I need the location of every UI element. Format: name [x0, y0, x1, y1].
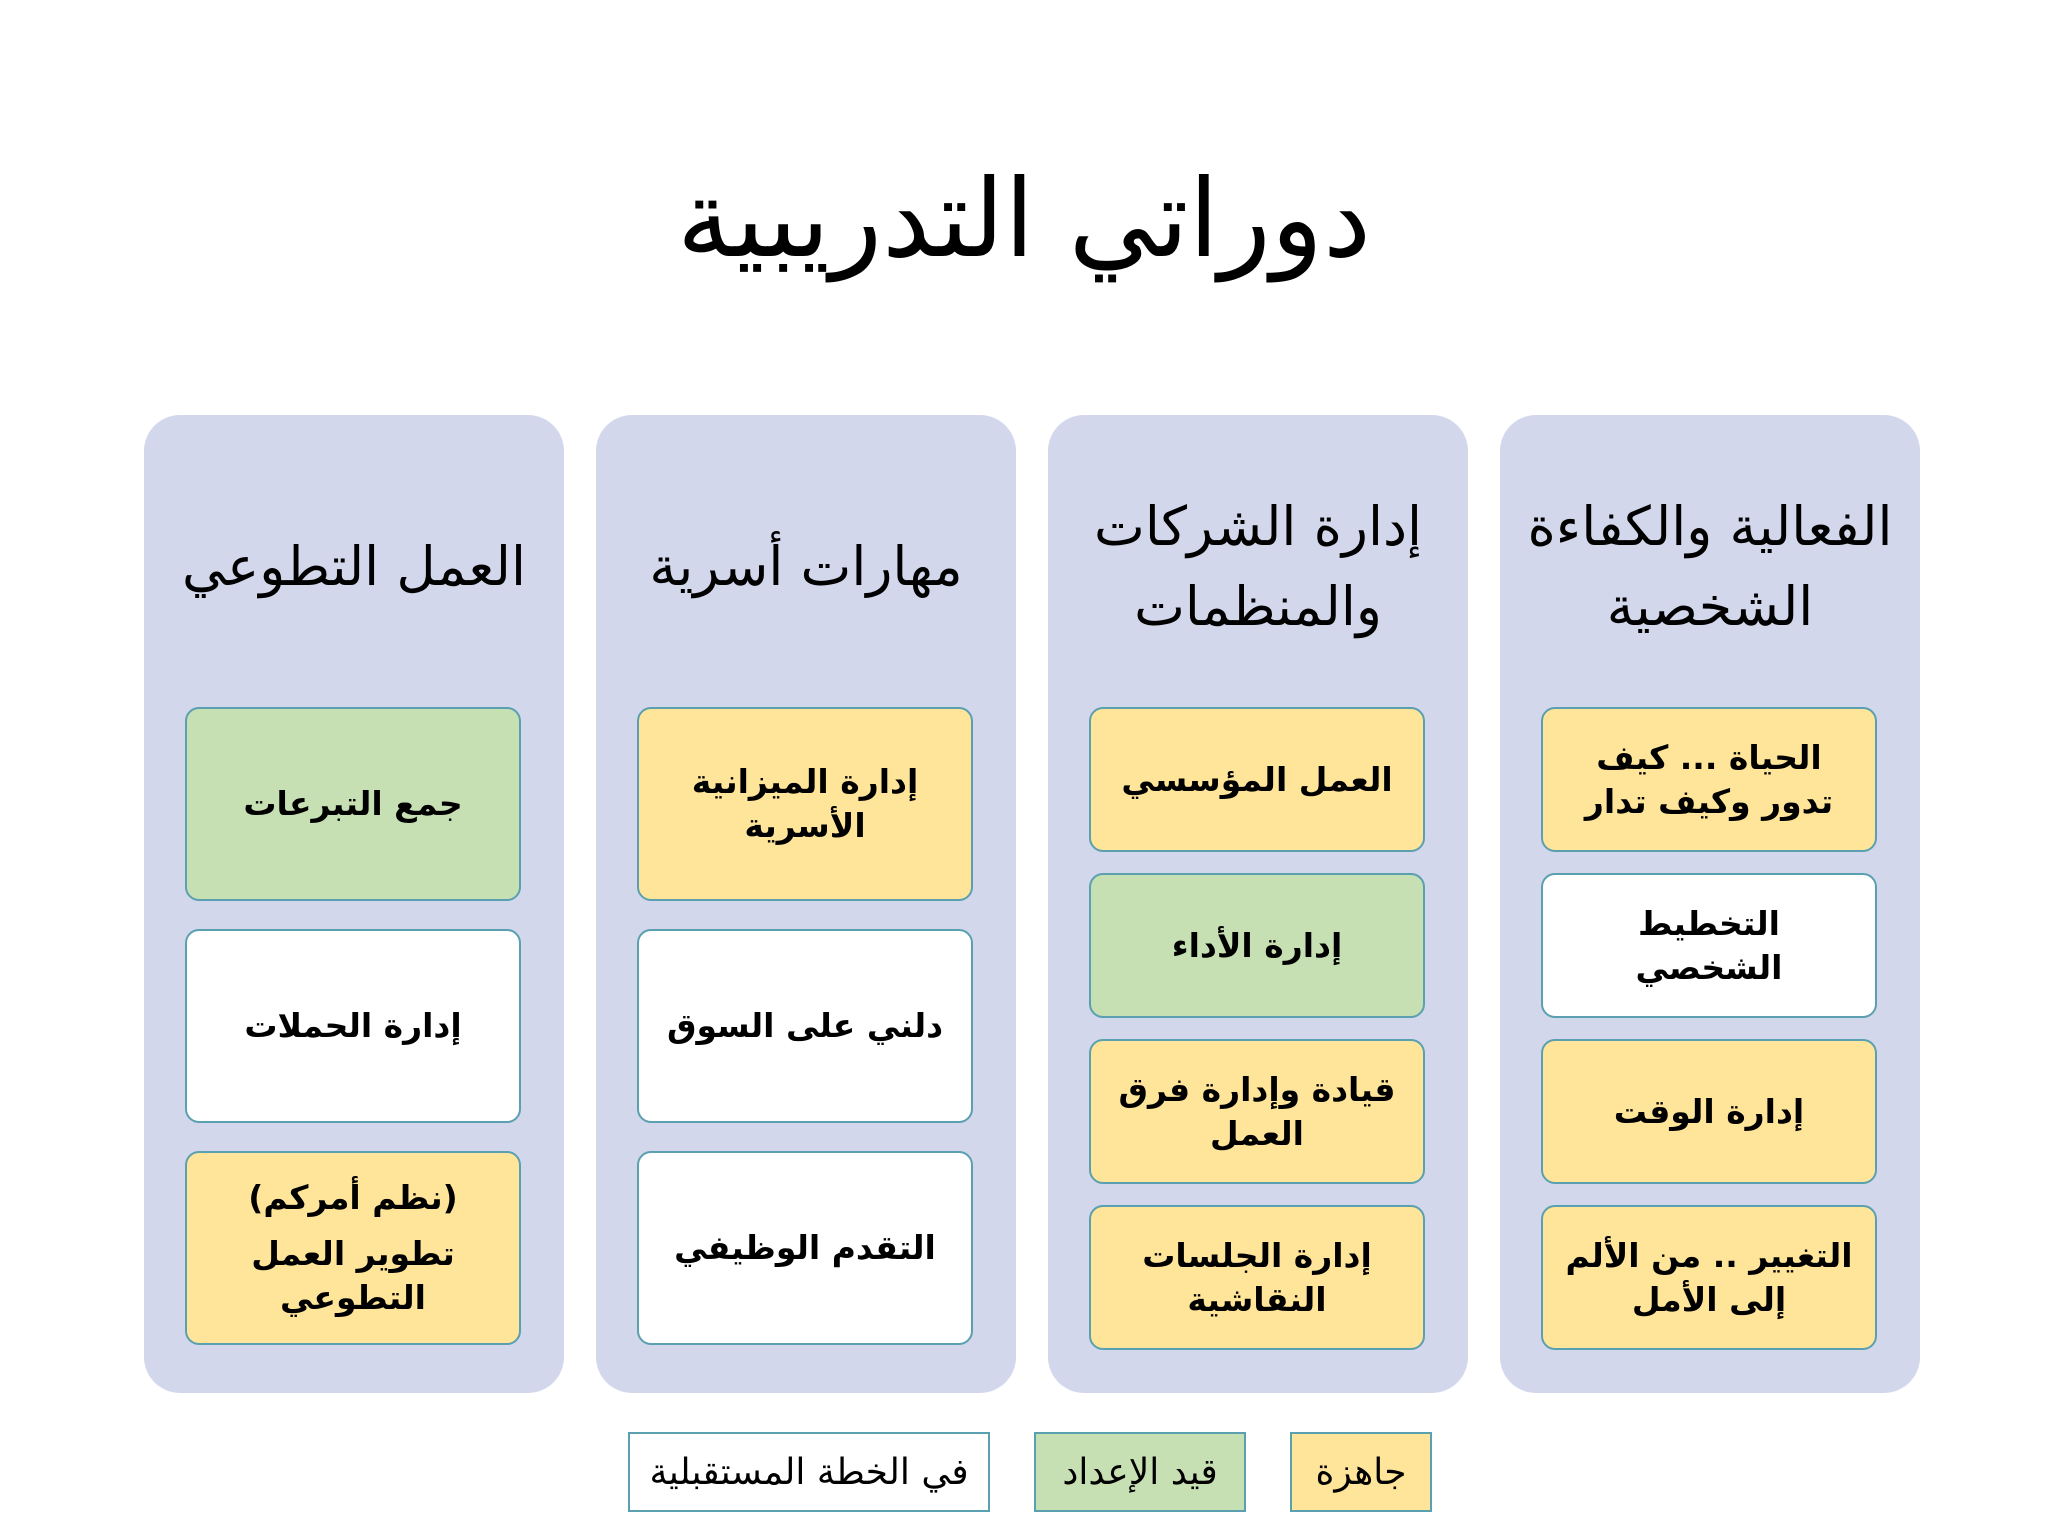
course-card: التقدم الوظيفي	[637, 1151, 973, 1345]
course-card: إدارة الجلسات النقاشية	[1089, 1205, 1425, 1350]
course-card: العمل المؤسسي	[1089, 707, 1425, 852]
course-card: إدارة الميزانية الأسرية	[637, 707, 973, 901]
column-heading: العمل التطوعي	[182, 535, 526, 598]
course-card: إدارة الأداء	[1089, 873, 1425, 1018]
course-card: إدارة الوقت	[1541, 1039, 1877, 1184]
page-title: دوراتي التدريبية	[676, 157, 1372, 282]
course-card: جمع التبرعات	[185, 707, 521, 901]
legend-ready: جاهزة	[1290, 1432, 1432, 1512]
course-card: التخطيط الشخصي	[1541, 873, 1877, 1018]
legend-future-plan: في الخطة المستقبلية	[628, 1432, 990, 1512]
course-card: إدارة الحملات	[185, 929, 521, 1123]
column-heading: الفعالية والكفاءة الشخصية	[1527, 495, 1893, 638]
column-heading: مهارات أسرية	[649, 535, 963, 598]
legend-in-preparation: قيد الإعداد	[1034, 1432, 1246, 1512]
course-card: قيادة وإدارة فرق العمل	[1089, 1039, 1425, 1184]
course-card: التغيير .. من الألم إلى الأمل	[1541, 1205, 1877, 1350]
course-card: الحياة ... كيف تدور وكيف تدار	[1541, 707, 1877, 852]
column-family-skills	[596, 415, 1016, 1393]
course-card: دلني على السوق	[637, 929, 973, 1123]
column-organization-management	[1048, 415, 1468, 1393]
column-heading: إدارة الشركات والمنظمات	[1093, 495, 1422, 638]
column-volunteer-work	[144, 415, 564, 1393]
column-personal-effectiveness	[1500, 415, 1920, 1393]
course-card: (نظم أمركم) تطوير العمل التطوعي	[185, 1151, 521, 1345]
